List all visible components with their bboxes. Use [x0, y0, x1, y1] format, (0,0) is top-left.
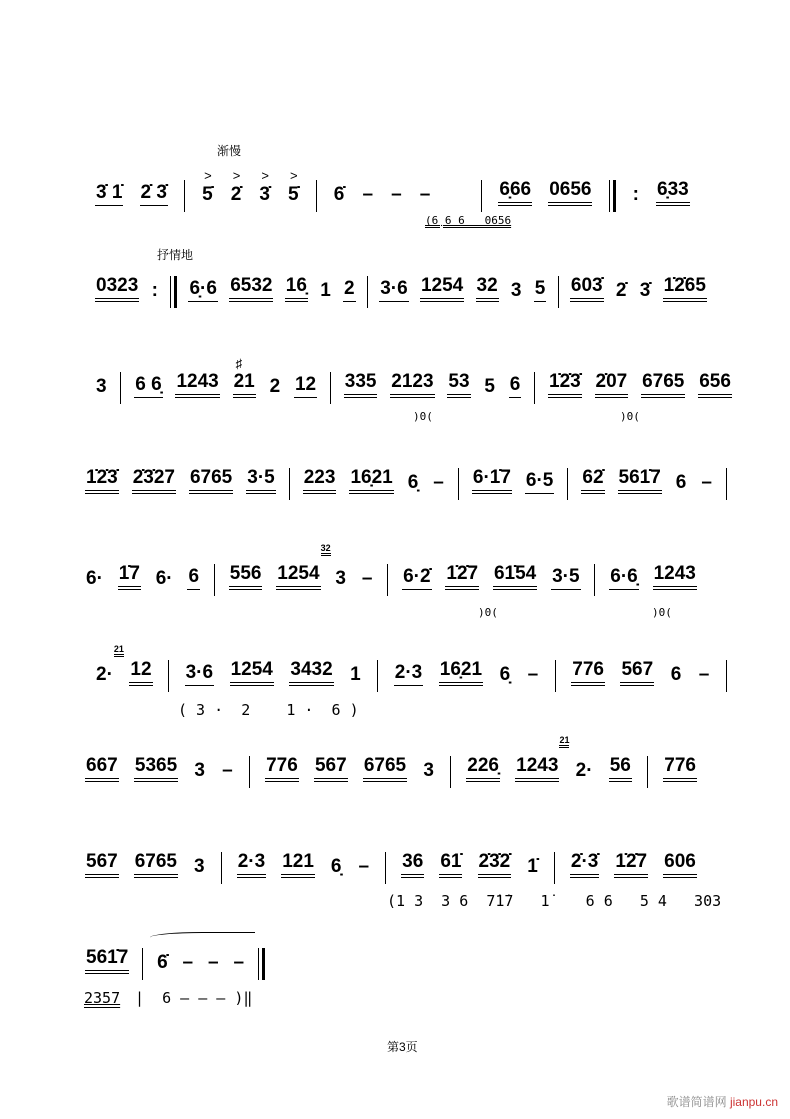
- breath-mark: )0(: [652, 606, 672, 619]
- note-group: –: [698, 664, 710, 685]
- note-group: 6·: [86, 568, 103, 589]
- breath-mark: )0(: [478, 606, 498, 619]
- breath-mark: )0(: [413, 410, 433, 423]
- note-group: 6: [670, 664, 682, 685]
- note-group: 776: [663, 755, 697, 782]
- note-group: 2·3: [237, 851, 266, 878]
- note-group: 6: [509, 374, 522, 398]
- note-group: :: [632, 184, 639, 205]
- note-group: 3·5: [246, 467, 275, 494]
- note-group: 2̇ 3̇: [140, 182, 168, 206]
- bar-line: [387, 564, 388, 596]
- watermark: [667, 1093, 778, 1110]
- note-group: 1243: [175, 371, 219, 398]
- bar-line: [377, 660, 378, 692]
- note-group: 2̇3̇27: [132, 467, 176, 494]
- note-group: 6̣: [499, 664, 511, 685]
- note-group: 6765: [134, 851, 178, 878]
- note-group: 6765: [641, 371, 685, 398]
- bar-line: [555, 660, 556, 692]
- note-group: 1: [350, 664, 361, 685]
- bar-line: [594, 564, 595, 596]
- note-group: 5̇ >: [288, 168, 299, 205]
- bar-line: [481, 180, 482, 212]
- note-group: 776: [571, 659, 605, 686]
- note-group: 2: [343, 278, 356, 302]
- note-group: 53: [447, 371, 470, 398]
- note-group: 5: [484, 376, 495, 397]
- score-line-5: [85, 543, 697, 590]
- note-group: 61̇: [439, 851, 462, 878]
- bar-line: [214, 564, 215, 596]
- watermark-site: 歌谱简谱网: [666, 1095, 727, 1109]
- note-group: 12: [294, 374, 317, 398]
- score-line-9: [85, 940, 265, 974]
- note-group: 6·2̇: [402, 566, 431, 590]
- fermata-slur: [150, 932, 255, 943]
- note-group: –: [182, 952, 194, 973]
- note-group: 1243: [653, 563, 697, 590]
- note-group: 6·5: [525, 470, 554, 494]
- note-group: 776: [265, 755, 299, 782]
- note-group: 1̇2̇3̇: [548, 371, 582, 398]
- note-group: 121: [281, 851, 315, 878]
- note-group: 1: [320, 280, 331, 301]
- note-group: 6̣: [330, 856, 342, 877]
- note-group: 335: [344, 371, 378, 398]
- note-group: 561̇7: [618, 467, 662, 494]
- note-group: 3̇ >: [259, 168, 270, 205]
- double-bar-line: [609, 180, 616, 212]
- double-bar-line: [258, 948, 265, 980]
- note-group: 0323: [95, 275, 139, 302]
- note-group: 1254 32: [276, 563, 320, 590]
- note-group: –: [391, 184, 402, 205]
- note-group: 61̇54: [493, 563, 537, 590]
- note-group: 2̇3̇2̇: [478, 851, 512, 878]
- note-group: 3·5: [551, 566, 580, 590]
- bar-line: [221, 852, 222, 884]
- note-group: –: [222, 760, 233, 781]
- score-line-4: [85, 460, 727, 494]
- note-group: 6765: [363, 755, 407, 782]
- note-group: 606: [663, 851, 697, 878]
- note-group: –: [358, 856, 370, 877]
- note-group: –: [233, 952, 245, 973]
- note-group: –: [208, 952, 219, 973]
- note-group: 6765: [189, 467, 233, 494]
- note-group: 36: [401, 851, 424, 878]
- note-group: 6: [675, 472, 687, 493]
- note-group: 6·6̣: [609, 566, 638, 590]
- note-group: 2̇07: [595, 371, 629, 398]
- bar-line: [367, 276, 368, 308]
- note-group: 2̇ >: [230, 168, 242, 205]
- note-group: 2· 21: [96, 644, 124, 685]
- note-group: 3: [510, 280, 522, 301]
- note-group: 226̣: [466, 755, 500, 782]
- expression-marking: 抒情地: [157, 248, 194, 262]
- note-group: 3432: [289, 659, 333, 686]
- note-group: 21 ♯: [233, 371, 256, 398]
- note-group: 2123: [390, 371, 434, 398]
- accompaniment-line-6: ( 3 · 2 1 · 6 ): [178, 701, 359, 719]
- note-group: 1̇2̇7: [614, 851, 648, 878]
- ritardando-marking: 渐慢: [217, 144, 242, 158]
- bar-line: [726, 660, 727, 692]
- grace-note: 21: [114, 644, 124, 657]
- accompaniment-line-8: (1 3 3 6 7̇1̇7 1̇ 6 6 5 4 303: [387, 892, 722, 910]
- note-group: 6̇: [333, 184, 345, 205]
- note-group: 1̇2̇7: [445, 563, 479, 590]
- note-group: 1254: [420, 275, 464, 302]
- note-group: 3: [335, 568, 346, 589]
- note-group: –: [361, 568, 373, 589]
- note-group: 223: [303, 467, 337, 494]
- note-group: 3·6: [379, 278, 408, 302]
- note-group: 6 6̣: [134, 374, 162, 398]
- note-group: 16̣21: [349, 467, 393, 494]
- bar-line: [558, 276, 559, 308]
- note-group: 2̇·3̇: [570, 851, 599, 878]
- accent-icon: >: [204, 168, 212, 183]
- note-group: 62̇: [581, 467, 604, 494]
- bar-line: [450, 756, 451, 788]
- note-group: 5: [534, 278, 547, 302]
- note-group: :: [151, 280, 158, 301]
- breath-mark: )0(: [620, 410, 640, 423]
- note-group: 656: [698, 371, 732, 398]
- accompaniment-line-9b: | 6 — — — )‖: [135, 989, 253, 1007]
- note-group: 16̣21: [439, 659, 483, 686]
- bar-line: [726, 468, 727, 500]
- bar-line: [458, 468, 459, 500]
- grace-note: 21: [559, 735, 569, 748]
- note-group: 1254: [230, 659, 274, 686]
- note-group: 2·3: [394, 662, 423, 686]
- bar-line: [120, 372, 121, 404]
- bar-line: [385, 852, 386, 884]
- accent-icon: >: [232, 168, 241, 183]
- note-group: –: [362, 184, 374, 205]
- note-group: 3: [423, 760, 434, 781]
- score-line-3: [95, 356, 732, 398]
- bar-line: [534, 372, 535, 404]
- note-group: 567: [85, 851, 119, 878]
- bar-line: [249, 756, 250, 788]
- double-bar-line: [170, 276, 177, 308]
- note-group: 1̇7: [118, 563, 141, 590]
- note-group: 3·6: [185, 662, 214, 686]
- bar-line: [554, 852, 555, 884]
- note-group: 556: [229, 563, 263, 590]
- note-group: 0656: [548, 179, 592, 206]
- note-group: 3: [194, 760, 205, 781]
- note-group: 6̣66: [498, 179, 532, 206]
- accompaniment-line-9a: 2357: [84, 989, 121, 1007]
- bar-line: [330, 372, 331, 404]
- note-group: 6·1̇7: [472, 467, 512, 494]
- note-group: 12: [129, 659, 152, 686]
- note-group: 6̣33: [656, 179, 690, 206]
- note-group: 5365: [134, 755, 178, 782]
- score-line-6: [95, 644, 727, 686]
- note-group: 56: [609, 755, 632, 782]
- note-group: 6̣: [407, 472, 419, 493]
- page-number: 第3页: [387, 1040, 418, 1054]
- note-group: 2̇: [615, 280, 627, 301]
- bar-line: [142, 948, 143, 980]
- note-group: –: [419, 184, 431, 205]
- note-group: 16̣: [285, 275, 308, 302]
- bar-line: [567, 468, 568, 500]
- note-group: 6532: [229, 275, 273, 302]
- score-line-1: [95, 168, 690, 206]
- bar-line: [184, 180, 185, 212]
- note-group: 3: [194, 856, 205, 877]
- note-group: 1̇: [527, 856, 538, 877]
- watermark-url: jianpu.cn: [729, 1095, 778, 1109]
- note-group: 567: [620, 659, 654, 686]
- score-line-7: [85, 735, 697, 782]
- note-group: 32: [476, 275, 499, 302]
- note-group: 3̇: [639, 280, 651, 301]
- note-group: 567: [314, 755, 348, 782]
- note-group: 1243 21: [515, 755, 559, 782]
- bar-line: [168, 660, 169, 692]
- note-group: –: [527, 664, 539, 685]
- grace-note: 32: [321, 543, 331, 556]
- note-group: 3: [96, 376, 107, 397]
- bar-line: [289, 468, 290, 500]
- note-group: 2·: [575, 760, 593, 781]
- note-group: 6·: [155, 568, 173, 589]
- note-group: –: [701, 472, 712, 493]
- note-group: 561̇7: [85, 947, 129, 974]
- note-group: 603̇: [570, 275, 604, 302]
- note-group: 1̇2̇65: [663, 275, 707, 302]
- note-group: 3̇ 1̇: [95, 182, 123, 206]
- bar-line: [647, 756, 648, 788]
- sharp-icon: ♯: [235, 356, 243, 371]
- note-group: 6̣·6: [188, 278, 217, 302]
- score-line-2: [95, 268, 707, 302]
- bar-line: [316, 180, 317, 212]
- accent-icon: >: [290, 168, 298, 183]
- note-group: –: [433, 472, 444, 493]
- note-group: 1̇2̇3̇: [85, 467, 119, 494]
- note-group: 6̇: [157, 952, 168, 973]
- accompaniment-line-1: (6̣ 6 6 0656: [425, 214, 512, 227]
- note-group: 5̇ >: [202, 168, 213, 205]
- note-group: 667: [85, 755, 119, 782]
- note-group: 2: [269, 376, 281, 397]
- accent-icon: >: [261, 168, 269, 183]
- note-group: 6: [187, 566, 200, 590]
- note-group: [447, 184, 465, 206]
- score-line-8: [85, 844, 697, 878]
